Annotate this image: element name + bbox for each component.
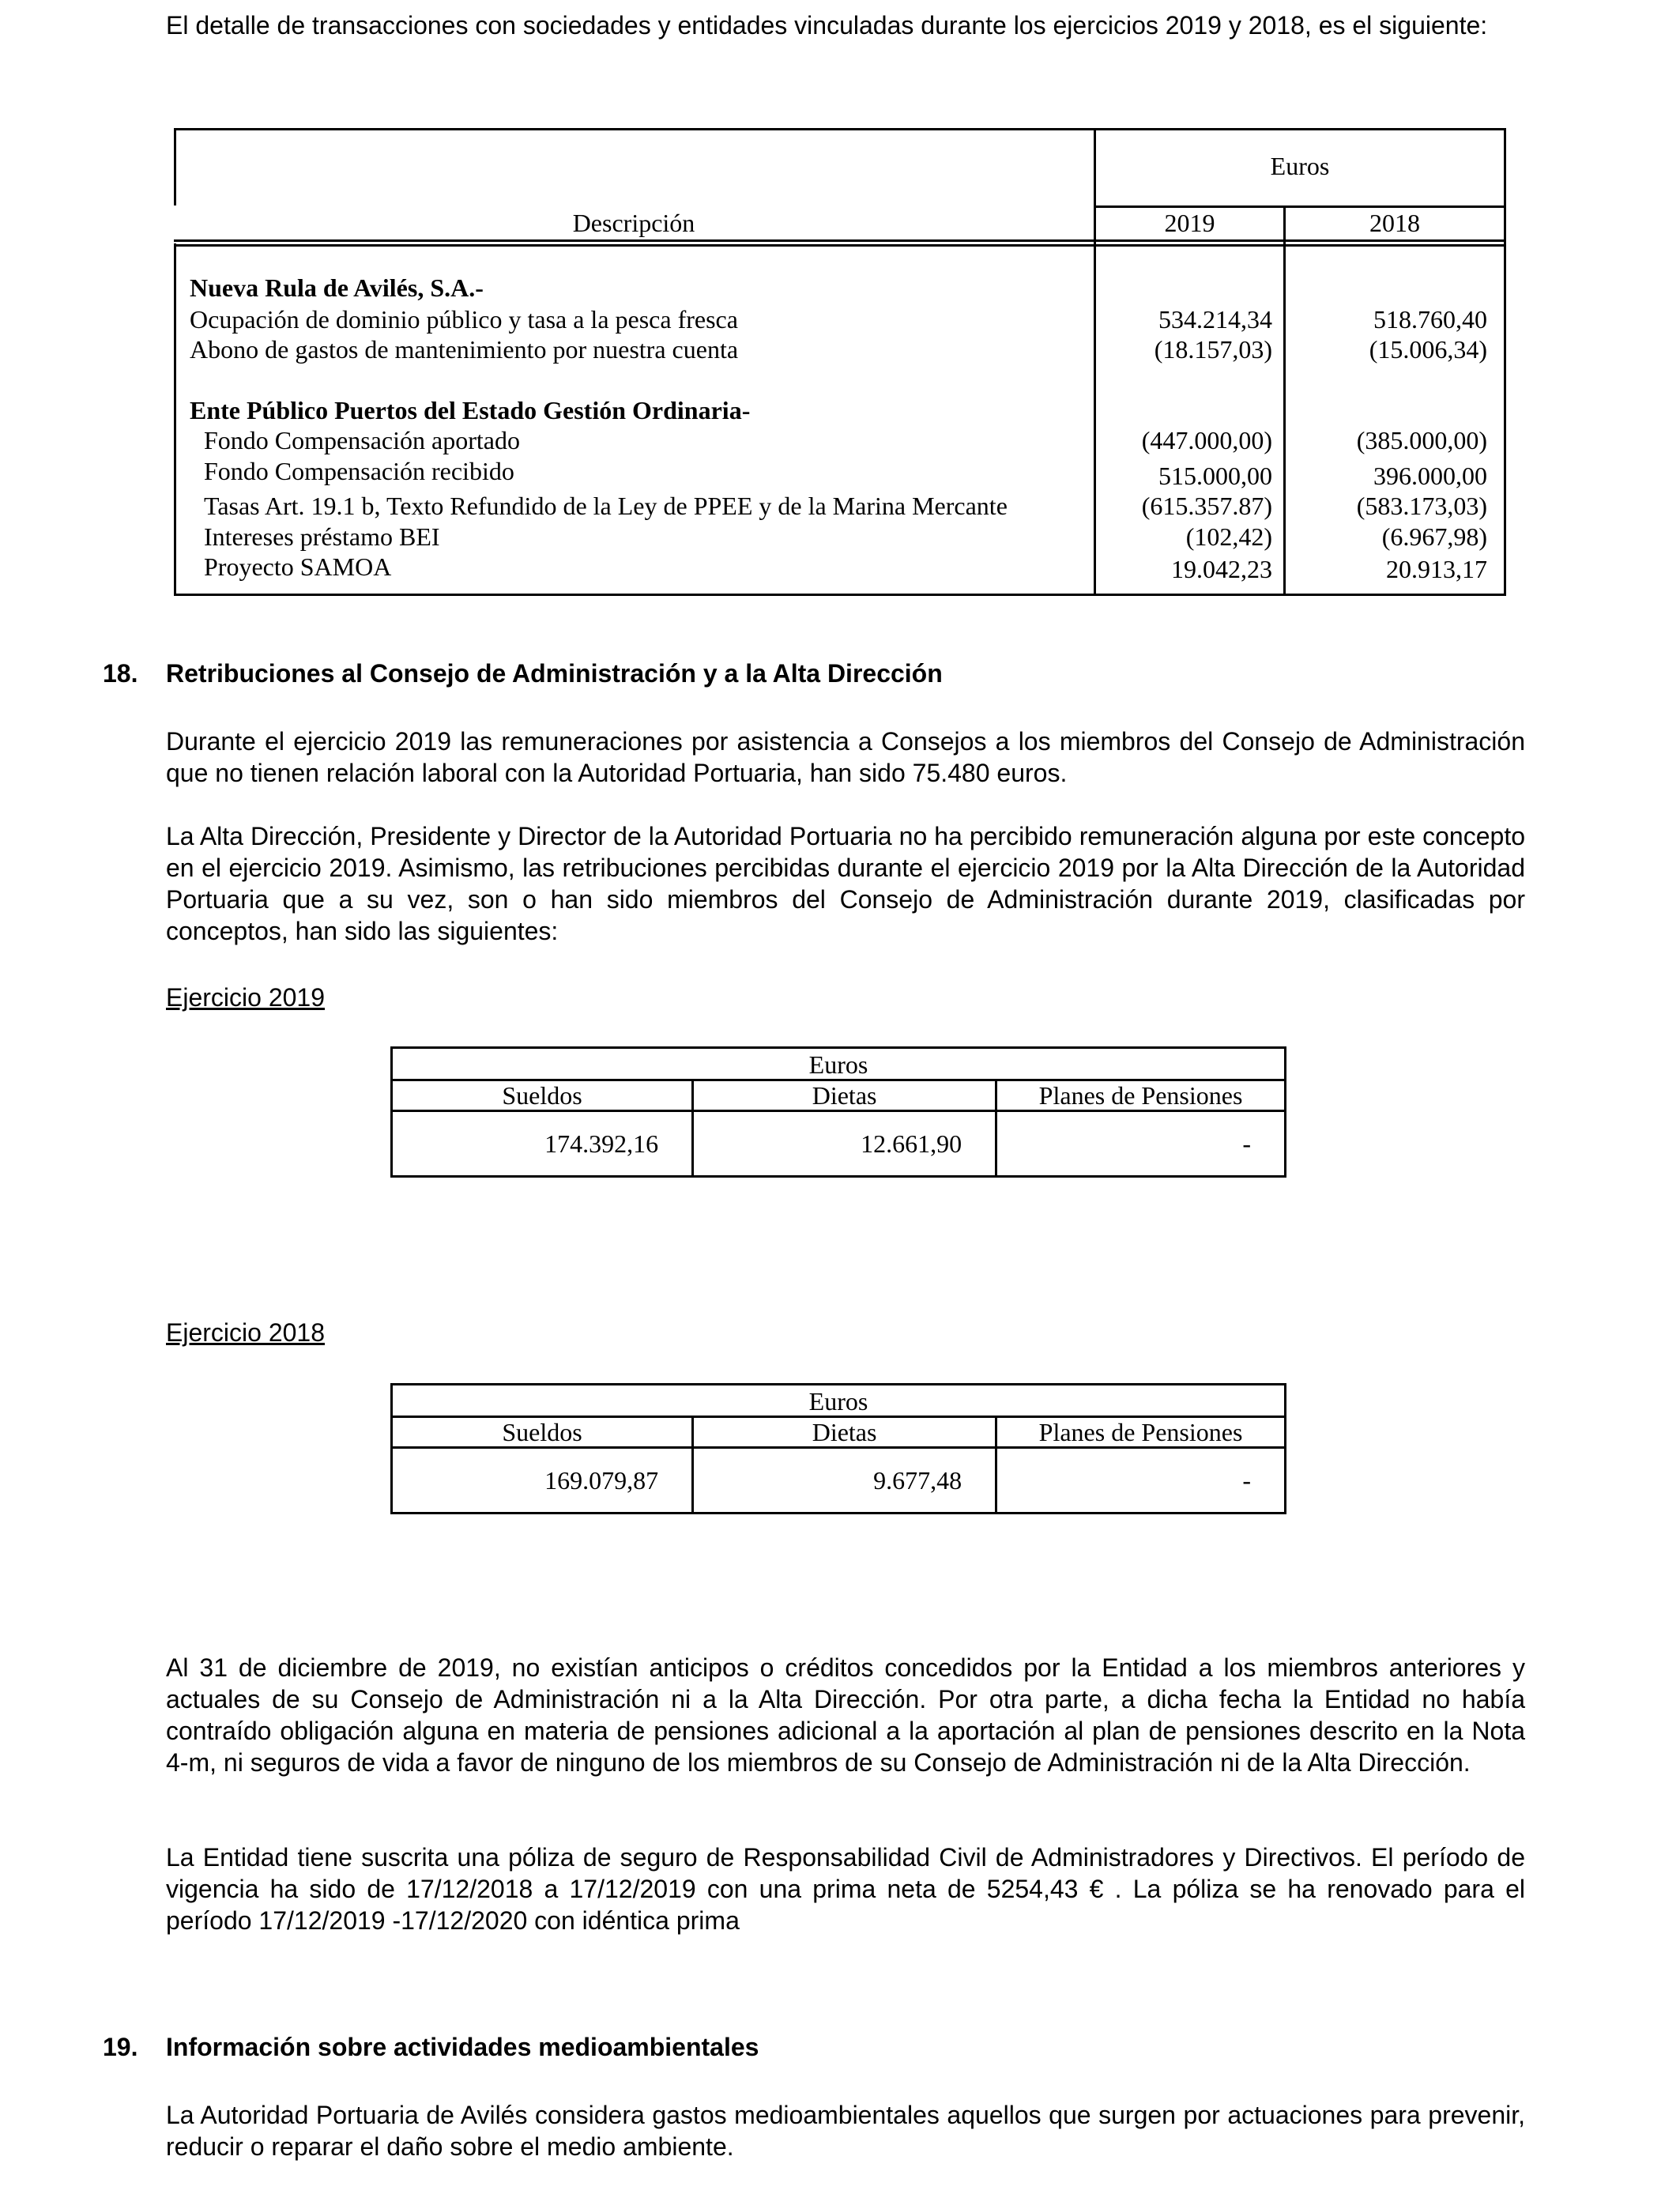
value-sueldos: 169.079,87 bbox=[392, 1448, 693, 1514]
column-header-sueldos: Sueldos bbox=[392, 1417, 693, 1448]
currency-header: Euros bbox=[392, 1048, 1286, 1080]
group-title-puertos-del-estado: Ente Público Puertos del Estado Gestión Ordinaria- bbox=[190, 396, 751, 424]
section-19-heading bbox=[103, 2031, 1525, 2063]
row-value-2019: (615.357.87) bbox=[1141, 492, 1272, 520]
table-border-left-lower bbox=[174, 243, 176, 596]
header-euros: Euros bbox=[1270, 152, 1330, 180]
remuneration-2018-table bbox=[390, 1383, 1286, 1514]
header-year-2018: 2018 bbox=[1369, 209, 1420, 237]
table-border-bottom bbox=[174, 594, 1506, 596]
table-divider-header-double bbox=[174, 244, 1506, 247]
row-value-2018: 20.913,17 bbox=[1386, 555, 1487, 583]
column-header-planes-pensiones: Planes de Pensiones bbox=[996, 1080, 1286, 1111]
section-18-heading bbox=[103, 658, 1525, 689]
row-label: Abono de gastos de mantenimiento por nuestra cuenta bbox=[190, 335, 739, 364]
row-label: Proyecto SAMOA bbox=[204, 552, 392, 581]
value-sueldos: 174.392,16 bbox=[392, 1111, 693, 1177]
value-dietas: 12.661,90 bbox=[693, 1111, 996, 1177]
section-19-number: 19. bbox=[103, 2033, 138, 2061]
table-divider-header bbox=[174, 239, 1506, 242]
section-18-title: Retribuciones al Consejo de Administración y a la Alta Dirección bbox=[166, 659, 943, 688]
row-value-2018: 518.760,40 bbox=[1373, 305, 1487, 334]
table-border-right bbox=[1504, 128, 1506, 596]
value-planes-pensiones: - bbox=[996, 1448, 1286, 1514]
section-18-paragraph-1: Durante el ejercicio 2019 las remuneraciones por asistencia a Consejos a los miembros del Consejo de Administración que no tienen relación laboral con la Autoridad Portuaria, han sido 75.480 euros. bbox=[166, 727, 1525, 787]
row-value-2019: (447.000,00) bbox=[1141, 426, 1272, 454]
related-party-transactions-table bbox=[174, 128, 1506, 596]
value-planes-pensiones: - bbox=[996, 1111, 1286, 1177]
row-value-2018: 396.000,00 bbox=[1373, 462, 1487, 490]
section-19-paragraph-1: La Autoridad Portuaria de Avilés considera gastos medioambientales aquellos que surgen por actuaciones para prevenir, reducir o reparar el daño sobre el medio ambiente. bbox=[166, 2101, 1525, 2161]
row-value-2019: 515.000,00 bbox=[1158, 462, 1272, 490]
remuneration-2019-table bbox=[390, 1046, 1286, 1178]
row-label: Tasas Art. 19.1 b, Texto Refundido de la Ley de PPEE y de la Marina Mercante bbox=[204, 492, 1008, 520]
column-header-planes-pensiones: Planes de Pensiones bbox=[996, 1417, 1286, 1448]
row-value-2018: (583.173,03) bbox=[1356, 492, 1487, 520]
section-18-number: 18. bbox=[103, 659, 138, 688]
row-label: Ocupación de dominio público y tasa a la pesca fresca bbox=[190, 305, 738, 334]
header-description: Descripción bbox=[572, 209, 695, 237]
row-label: Fondo Compensación recibido bbox=[204, 457, 514, 485]
row-value-2019: (18.157,03) bbox=[1154, 335, 1272, 364]
row-value-2018: (15.006,34) bbox=[1369, 335, 1487, 364]
column-header-dietas: Dietas bbox=[693, 1080, 996, 1111]
section-18-paragraph-2: La Alta Dirección, Presidente y Director de la Autoridad Portuaria no ha percibido remuneración alguna por este concepto en el ejercicio 2019. Asimismo, las retribuciones percibidas durante el ejercicio 2019 por la Alta Dirección de la Autoridad Portuaria que a su vez, son o han sido miembros del Consejo de Administración durante 2019, clasificadas por conceptos, han sido las siguientes: bbox=[166, 822, 1525, 945]
group-title-nueva-rula: Nueva Rula de Avilés, S.A.- bbox=[190, 273, 484, 302]
section-18-paragraph-4: La Entidad tiene suscrita una póliza de seguro de Responsabilidad Civil de Administradores y Directivos. El período de vigencia ha sido de 17/12/2018 a 17/12/2019 con una prima neta de 5254,43 € . La póliza se ha renovado para el período 17/12/2019 -17/12/2020 con idéntica prima bbox=[166, 1843, 1525, 1935]
currency-header: Euros bbox=[392, 1385, 1286, 1417]
row-value-2019: 534.214,34 bbox=[1158, 305, 1272, 334]
table-border-left-upper bbox=[174, 128, 176, 205]
table-border-top bbox=[174, 128, 1506, 130]
row-label: Intereses préstamo BEI bbox=[204, 522, 440, 551]
column-header-sueldos: Sueldos bbox=[392, 1080, 693, 1111]
row-value-2019: 19.042,23 bbox=[1171, 555, 1272, 583]
intro-paragraph: El detalle de transacciones con sociedades y entidades vinculadas durante los ejercicios 2019 y 2018, es el siguiente: bbox=[166, 11, 1488, 40]
section-18-paragraph-3: Al 31 de diciembre de 2019, no existían anticipos o créditos concedidos por la Entidad a los miembros anteriores y actuales de su Consejo de Administración ni a la Alta Dirección. Por otra parte, a dicha fecha la Entidad no había contraído obligación alguna en materia de pensiones adicional a la aportación al plan de pensiones descrito en la Nota 4-m, ni seguros de vida a favor de ninguno de los miembros de su Consejo de Administración ni de la Alta Dirección. bbox=[166, 1653, 1525, 1777]
row-label: Fondo Compensación aportado bbox=[204, 426, 520, 454]
value-dietas: 9.677,48 bbox=[693, 1448, 996, 1514]
row-value-2018: (385.000,00) bbox=[1356, 426, 1487, 454]
header-year-2019: 2019 bbox=[1164, 209, 1215, 237]
column-header-dietas: Dietas bbox=[693, 1417, 996, 1448]
row-value-2018: (6.967,98) bbox=[1381, 522, 1487, 551]
ejercicio-2018-label: Ejercicio 2018 bbox=[166, 1318, 325, 1347]
ejercicio-2019-label: Ejercicio 2019 bbox=[166, 983, 325, 1012]
row-value-2019: (102,42) bbox=[1185, 522, 1272, 551]
section-19-title: Información sobre actividades medioambientales bbox=[166, 2033, 759, 2061]
